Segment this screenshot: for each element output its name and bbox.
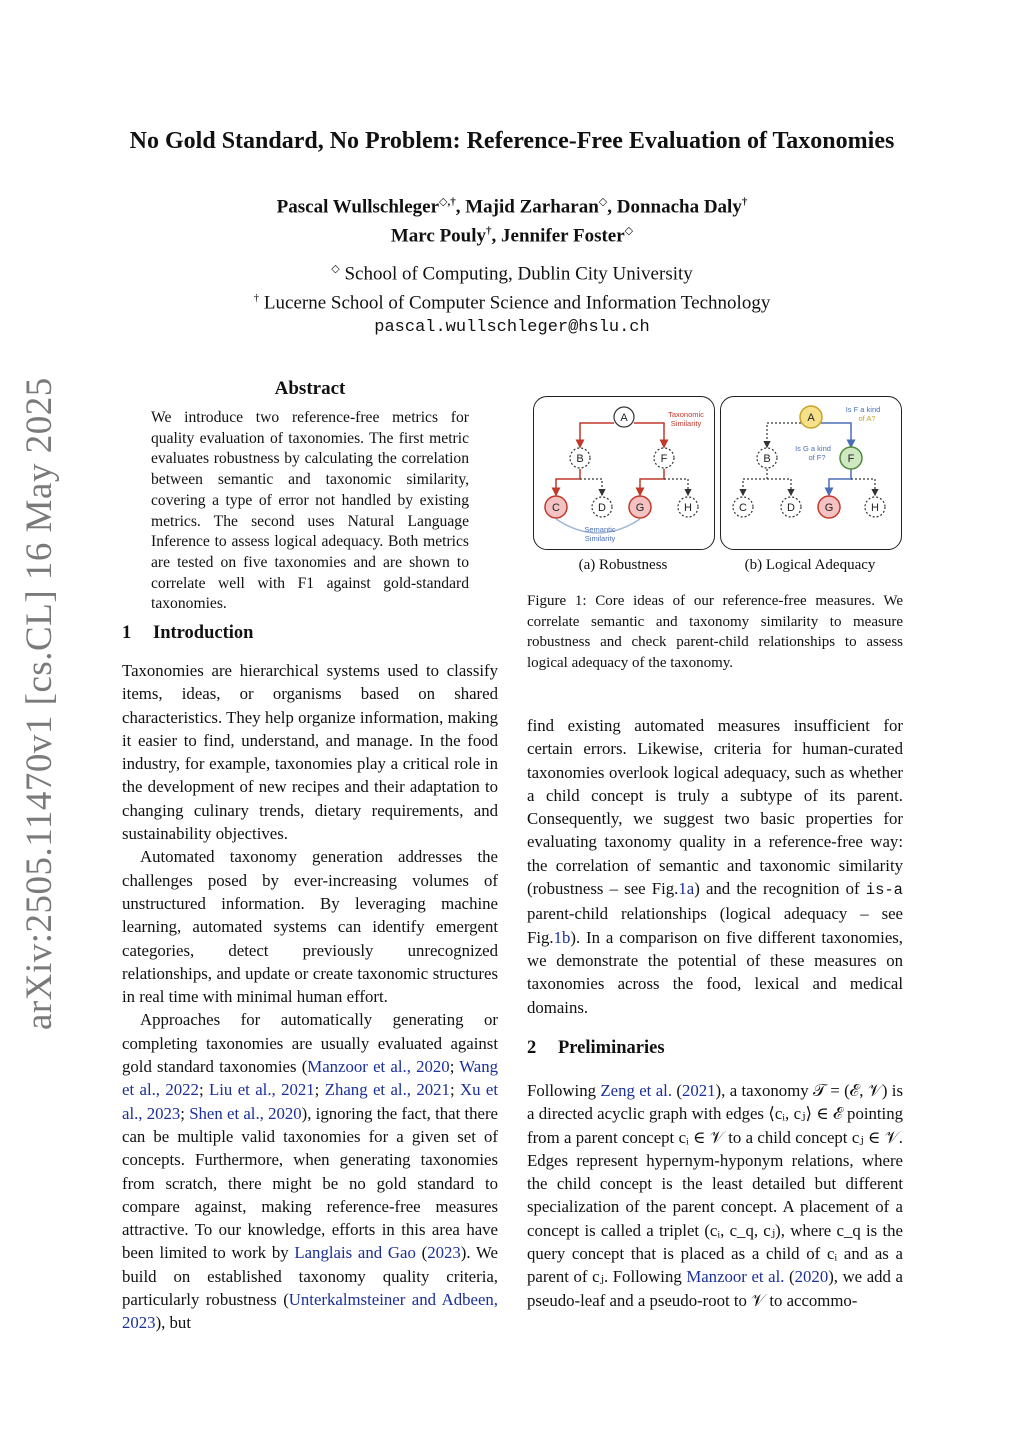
affiliation-1 bbox=[0, 257, 1024, 286]
text-run: ; bbox=[449, 1080, 460, 1100]
figure-ref-link[interactable]: 1b bbox=[553, 927, 571, 947]
text-run: parent-child relationships (logical adequacy – see Fig. bbox=[527, 904, 903, 947]
text-run: find existing automated measures insufficient for certain errors. Likewise, criteria for human-curated taxonomies overlook logical adequacy, such as whether a child concept is truly a subtype of its parent. Consequently, we suggest two basic properties for evaluating taxonomy quality in a reference-free way: the correlation of semantic and taxonomic similarity (robustness – see Fig. bbox=[527, 716, 903, 899]
semantic-similarity-label: Similarity bbox=[584, 534, 616, 543]
author-name: Marc Pouly bbox=[390, 225, 487, 247]
text-run: ), we add a pseudo-leaf and a pseudo-root to 𝒱 to accommo- bbox=[527, 1267, 903, 1310]
author-mark: † bbox=[741, 196, 748, 208]
introduction-body bbox=[122, 659, 498, 1335]
figure-panel-robustness bbox=[533, 396, 715, 550]
section-heading-introduction bbox=[122, 623, 498, 644]
author-mark: † bbox=[486, 225, 492, 238]
citation-link[interactable]: Liu et al., 2021 bbox=[209, 1080, 315, 1100]
question-is-g-kind-of-f: of F? bbox=[808, 453, 826, 462]
author-email[interactable]: pascal.wullschleger@hslu.ch bbox=[374, 317, 650, 337]
section-heading-preliminaries bbox=[527, 1038, 903, 1059]
citation-link[interactable]: 2020 bbox=[794, 1267, 829, 1287]
question-is-f-kind-of-a: of A? bbox=[858, 414, 876, 423]
citation-link[interactable]: Unterkalmsteiner and Adbeen, 2023 bbox=[122, 1290, 498, 1333]
author-line-1 bbox=[0, 190, 1024, 219]
author-name: , Donnacha Daly bbox=[607, 196, 742, 218]
citation-link[interactable]: Shen et al., 2020 bbox=[189, 1103, 302, 1123]
affiliation-mark: ◇ bbox=[331, 263, 340, 275]
edge-b-c bbox=[743, 469, 767, 495]
node-label: A bbox=[620, 412, 628, 424]
citation-link[interactable]: Langlais and Gao bbox=[294, 1243, 416, 1263]
author-mark: ◇,† bbox=[439, 196, 456, 208]
edge-f-g bbox=[640, 469, 664, 495]
author-name: Pascal Wullschleger bbox=[276, 196, 440, 218]
subcaption-logical-adequacy: (b) Logical Adequacy bbox=[744, 557, 876, 573]
figure-panel-logical-adequacy bbox=[720, 396, 902, 550]
text-run: Approaches for automatically generating or completing taxonomies are usually evaluated against gold standard taxonomies ( bbox=[122, 1010, 498, 1077]
node-label: H bbox=[684, 502, 692, 514]
text-run: ). We build on established taxonomy quality criteria, particularly robustness ( bbox=[122, 1243, 498, 1310]
node-label: B bbox=[576, 453, 584, 465]
right-column-intro-continued bbox=[527, 714, 903, 1019]
text-run: ), ignoring the fact, that there can be multiple valid taxonomies for a given set of concepts. Furthermore, when generating taxonomies from scratch, there might be no gold standard to compare against, making reference-free measures attractive. To our knowledge, efforts in this area have been limited to work by bbox=[122, 1103, 498, 1263]
node-label: D bbox=[787, 502, 795, 514]
author-name: , Majid Zarharan bbox=[455, 196, 599, 218]
figure-caption: Figure 1: Core ideas of our reference-free measures. We correlate semantic and taxonomy similarity to measure robustness and check parent-child relationships to assess logical adequacy of the taxonomy. bbox=[527, 593, 903, 672]
edge-b-d bbox=[767, 479, 791, 495]
text-run: ( bbox=[672, 1081, 682, 1100]
text-run: ), but bbox=[155, 1313, 191, 1333]
text-run: ) and the recognition of bbox=[694, 879, 866, 899]
robustness-diagram bbox=[534, 397, 714, 549]
node-label: F bbox=[660, 453, 668, 465]
citation-link[interactable]: Xu et al., 2023 bbox=[122, 1080, 499, 1123]
section-number: 2 bbox=[527, 1038, 537, 1058]
text-run: Following bbox=[527, 1081, 601, 1100]
node-label: G bbox=[824, 502, 834, 514]
affiliation-text: School of Computing, Dublin City University bbox=[339, 263, 693, 285]
text-run: ). In a comparison on five different taxonomies, we demonstrate the potential of these measures on taxonomies across the food, lexical and medical domains. bbox=[527, 927, 903, 1017]
text-run: ), a taxonomy 𝒯 = (ℰ, 𝒱) is a directed acyclic graph with edges ⟨cᵢ, cⱼ⟩ ∈ ℰ pointing from a parent concept cᵢ ∈ 𝒱 to a child concept cⱼ ∈ 𝒱. Edges represent hypernym-hyponym relations, where the child concept is the least detailed but different specialization of the parent concept. A placement of a concept is called a triplet (cᵢ, c_q, cⱼ), where c_q is the query concept that is placed as a child of cᵢ and as a parent of cⱼ. Following bbox=[527, 1081, 903, 1287]
author-mark: ◇ bbox=[624, 225, 634, 238]
citation-link[interactable]: Wang et al., 2022 bbox=[122, 1057, 498, 1100]
author-line-2 bbox=[0, 219, 1024, 248]
paragraph: Automated taxonomy generation addresses the challenges posed by ever-increasing volumes of unstructured information. By leveraging machine learning, automated systems can identify emergent categories, detect previously unrecognized relationships, and update or create taxonomic structures in real time with minimal human effort. bbox=[122, 847, 498, 1007]
section-title: Preliminaries bbox=[558, 1038, 665, 1058]
arxiv-sidebar-id: arXiv:2505.11470v1 [cs.CL] 16 May 2025 bbox=[19, 377, 60, 1030]
node-label: H bbox=[871, 502, 879, 514]
paragraph: Taxonomies are hierarchical systems used to classify items, ideas, or organisms based on shared characteristics. They help organize information, making it easier to find, understand, and manage. In the food industry, for example, taxonomies play a critical role in the development of new recipes and their adaptation to changing culinary trends, dietary requirements, and sustainability objectives. bbox=[122, 661, 498, 844]
text-run: ; bbox=[314, 1080, 325, 1100]
edge-f-h bbox=[851, 479, 875, 495]
citation-link[interactable]: Manzoor et al., 2020 bbox=[307, 1057, 450, 1077]
paragraph bbox=[527, 714, 903, 1019]
node-label: G bbox=[635, 502, 645, 514]
paragraph bbox=[527, 1079, 903, 1312]
affiliations bbox=[0, 257, 1024, 340]
text-run: ; bbox=[198, 1080, 210, 1100]
text-run: ; bbox=[180, 1103, 190, 1123]
text-run: ; bbox=[449, 1057, 460, 1077]
node-label: C bbox=[552, 502, 560, 514]
abstract-body: We introduce two reference-free metrics for quality evaluation of taxonomies. The first metric evaluates robustness by calculating the correlation between semantic and taxonomic similarity, covering a type of error not handled by existing metrics. The second uses Natural Language Inference to assess logical adequacy. Both metrics are tested on five taxonomies and are shown to correlate well with F1 against gold-standard taxonomies. bbox=[151, 409, 469, 613]
edge-a-b bbox=[580, 423, 614, 447]
node-label: F bbox=[847, 453, 855, 465]
abstract-heading: Abstract bbox=[274, 378, 346, 399]
edge-b-d bbox=[580, 479, 602, 495]
subcaption-robustness: (a) Robustness bbox=[578, 557, 668, 573]
taxonomic-similarity-label: Taxonomic bbox=[668, 410, 704, 419]
paragraph bbox=[122, 1008, 498, 1334]
citation-link[interactable]: 2021 bbox=[681, 1081, 716, 1100]
citation-link[interactable]: Manzoor et al. bbox=[686, 1267, 785, 1287]
affiliation-2 bbox=[0, 286, 1024, 315]
text-run: ( bbox=[784, 1267, 795, 1287]
author-name: , Jennifer Foster bbox=[491, 225, 625, 247]
node-label: B bbox=[763, 453, 771, 465]
edge-f-g bbox=[829, 469, 851, 495]
logical-adequacy-diagram bbox=[721, 397, 901, 549]
text-run: ( bbox=[415, 1243, 428, 1263]
affiliation-mark: † bbox=[253, 292, 260, 305]
citation-link[interactable]: Zhang et al., 2021 bbox=[324, 1080, 450, 1100]
question-is-f-kind-of-a: Is F a kind bbox=[845, 405, 881, 414]
figure-ref-link[interactable]: 1a bbox=[678, 879, 695, 899]
code-term: is-a bbox=[865, 881, 903, 900]
node-label: A bbox=[807, 412, 815, 424]
node-label: D bbox=[598, 502, 606, 514]
semantic-similarity-label: Semantic bbox=[584, 525, 616, 534]
edge-a-f bbox=[634, 423, 664, 447]
citation-link[interactable]: 2023 bbox=[427, 1243, 461, 1263]
preliminaries-body bbox=[527, 1079, 903, 1312]
section-number: 1 bbox=[122, 623, 132, 643]
edge-b-c bbox=[556, 469, 580, 495]
taxonomic-similarity-label: Similarity bbox=[670, 419, 702, 428]
citation-link[interactable]: Zeng et al. bbox=[600, 1081, 673, 1100]
paper-title: No Gold Standard, No Problem: Reference-Free Evaluation of Taxonomies bbox=[129, 128, 895, 154]
edge-f-h bbox=[664, 479, 688, 495]
affiliation-text: Lucerne School of Computer Science and Information Technology bbox=[259, 292, 771, 314]
question-is-g-kind-of-f: Is G a kind bbox=[795, 444, 831, 453]
author-list bbox=[0, 190, 1024, 249]
section-title: Introduction bbox=[153, 623, 254, 643]
author-mark: ◇ bbox=[598, 196, 608, 208]
node-label: C bbox=[739, 502, 747, 514]
